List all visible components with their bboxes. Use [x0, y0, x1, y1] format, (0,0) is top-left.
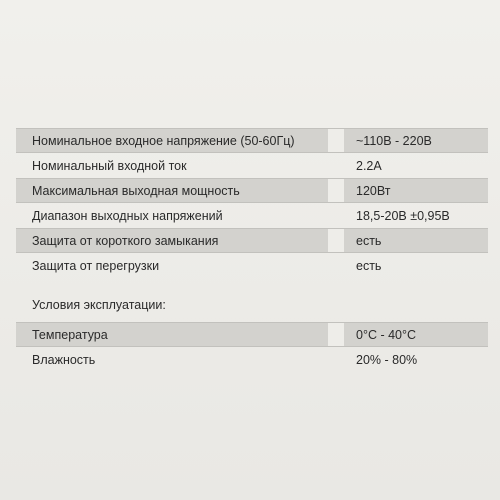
condition-label: Температура [32, 327, 108, 342]
column-divider [328, 323, 344, 346]
spec-row-short-circuit-protection [16, 228, 488, 253]
spec-row-overload-protection [16, 253, 488, 278]
spec-row-input-current [16, 153, 488, 178]
spec-value: есть [356, 258, 382, 273]
spec-row-output-power [16, 178, 488, 203]
condition-row-humidity [16, 347, 488, 372]
column-divider [328, 129, 344, 152]
condition-value: 0°С - 40°С [356, 327, 417, 342]
column-divider [328, 179, 344, 202]
spec-label: Диапазон выходных напряжений [32, 208, 223, 223]
specs-table [16, 128, 488, 278]
conditions-heading: Условия эксплуатации: [32, 298, 166, 312]
spec-value: 2.2А [356, 158, 382, 173]
spec-value: есть [356, 233, 382, 248]
spec-row-input-voltage [16, 128, 488, 153]
spec-label: Максимальная выходная мощность [32, 183, 240, 198]
spec-row-output-voltage-range [16, 203, 488, 228]
column-divider [328, 229, 344, 252]
spec-label: Номинальное входное напряжение (50-60Гц) [32, 133, 295, 148]
spec-label: Номинальный входной ток [32, 158, 187, 173]
condition-row-temperature [16, 322, 488, 347]
spec-label: Защита от перегрузки [32, 258, 160, 273]
condition-value: 20% - 80% [356, 352, 418, 367]
condition-label: Влажность [32, 352, 96, 367]
conditions-table [16, 322, 488, 372]
spec-value: ~110В - 220В [356, 133, 432, 148]
spec-label: Защита от короткого замыкания [32, 233, 219, 248]
spec-value: 120Вт [356, 183, 391, 198]
spec-value: 18,5-20В ±0,95В [356, 208, 450, 223]
